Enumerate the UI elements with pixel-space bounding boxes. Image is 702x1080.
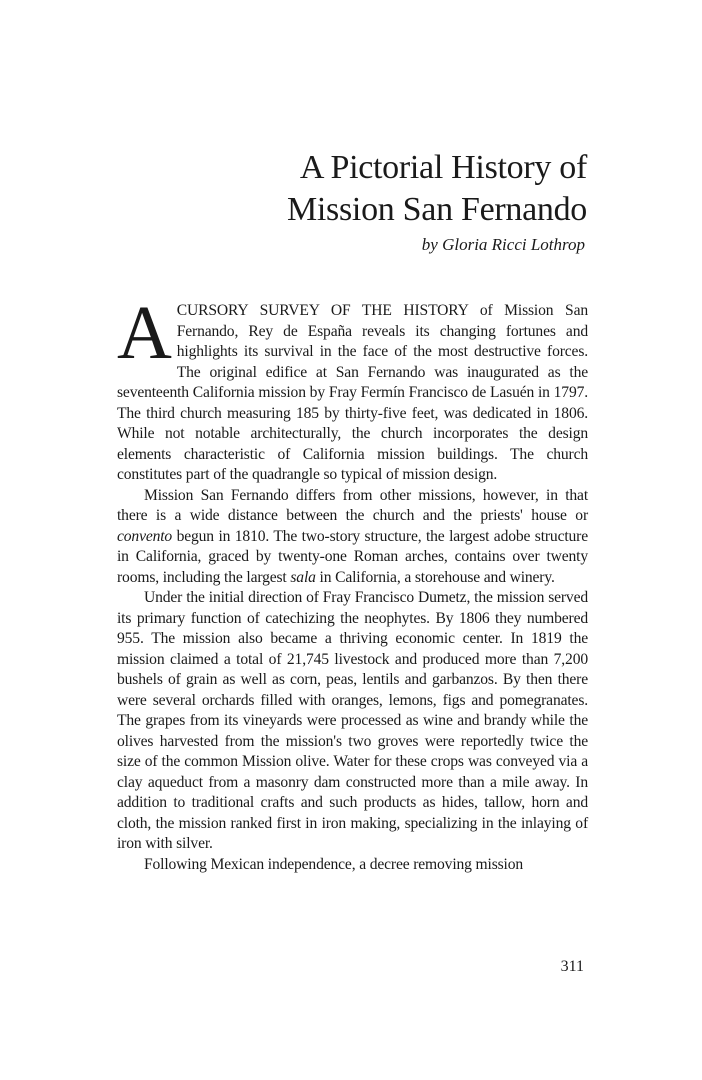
paragraph-1-text: CURSORY SURVEY OF THE HISTORY of Mission San Fernando, Rey de España reveals its changing fortunes and highlights its survival in the face of the most destructive forces. The original edifice at San Fernando was inaugurated as the seventeenth California mission by Fray Fermín Francisco de Lasuén in 1797. The third church measuring 185 by thirty-five feet, was dedicated in 1806. While not notable architecturally, the church incorporates the design elements characteristic of California mission buildings. The church constitutes part of the quadrangle so typical of mission design.	[117, 302, 588, 483]
paragraph-2-text-c: in California, a storehouse and winery.	[315, 568, 555, 586]
article-body	[117, 291, 588, 875]
paragraph-1	[117, 291, 588, 486]
author-byline: by Gloria Ricci Lothrop	[421, 235, 585, 254]
drop-cap: A	[117, 291, 172, 375]
paragraph-2-text-a: Mission San Fernando differs from other missions, however, in that there is a wide distance between the church and the priests' house or	[117, 486, 588, 524]
italic-term-convento: convento	[117, 527, 173, 545]
paragraph-2-text-b: begun in 1810. The two-story structure, the largest adobe structure in California, graced by twenty-one Roman arches, contains over twenty rooms, including the largest	[117, 527, 588, 586]
italic-term-sala: sala	[290, 568, 316, 586]
page-number: 311	[560, 958, 584, 975]
paragraph-2	[117, 486, 588, 589]
paragraph-3: Under the initial direction of Fray Francisco Dumetz, the mission served its primary function of catechizing the neophytes. By 1806 they numbered 955. The mission also became a thriving economic center. In 1819 the mission claimed a total of 21,745 livestock and produced more than 7,200 bushels of grain as well as corn, peas, lentils and garbanzos. By then there were several orchards filled with oranges, lemons, figs and pomegranates. The grapes from its vineyards were processed as wine and brandy while the olives harvested from the mission's two groves were reportedly twice the size of the common Mission olive. Water for these crops was conveyed via a clay aqueduct from a masonry dam constructed more than a mile away. In addition to traditional crafts and such products as hides, tallow, horn and cloth, the mission ranked first in iron making, specializing in the inlaying of iron with silver.	[117, 589, 588, 852]
article-title-line-2: Mission San Fernando	[286, 191, 587, 228]
paragraph-4: Following Mexican independence, a decree removing mission	[144, 855, 524, 873]
article-title-line-1: A Pictorial History of	[299, 149, 587, 186]
